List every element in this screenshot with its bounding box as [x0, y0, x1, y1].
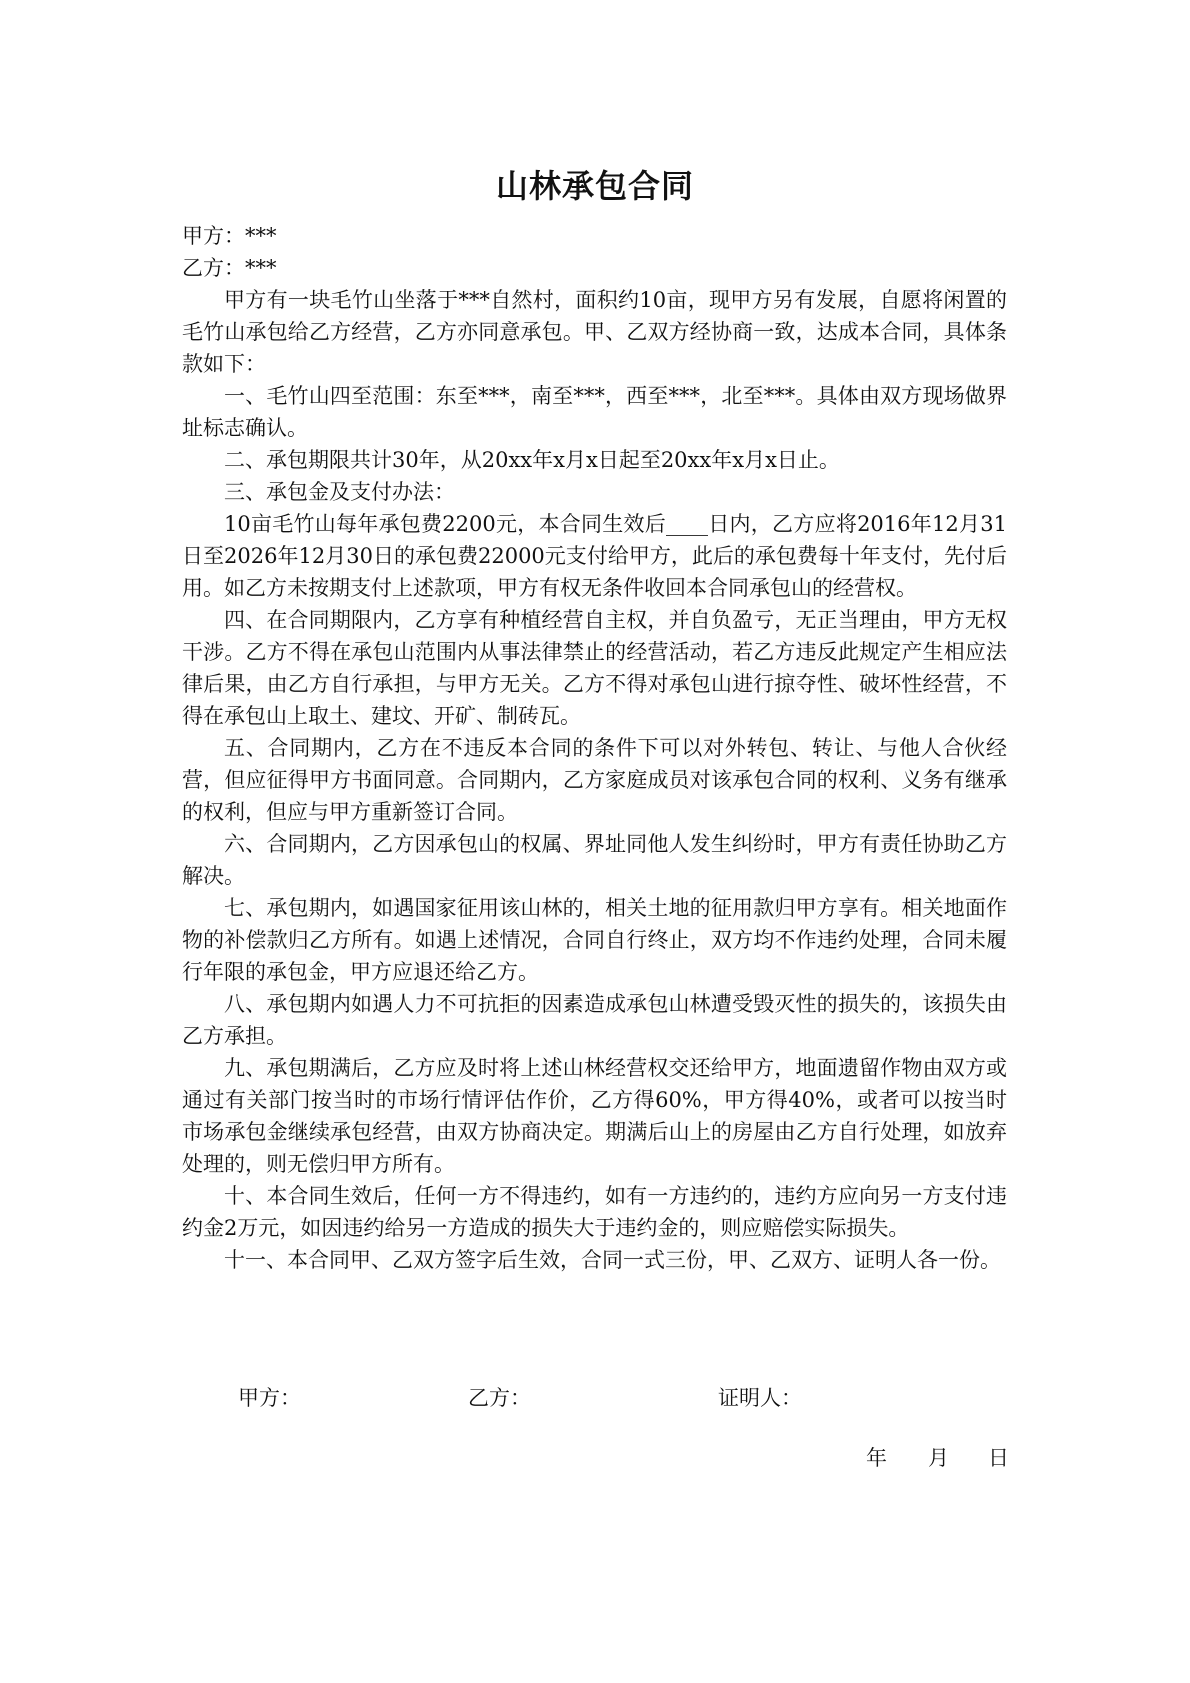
clause-9-expiry: 九、承包期满后，乙方应及时将上述山林经营权交还给甲方，地面遗留作物由双方或通过有关部门按当时的市场行情评估作价，乙方得60%，甲方得40%，或者可以按当时市场承包金继续承包经营，由双方协商决定。期满后山上的房屋由乙方自行处理，如放弃处理的，则无偿归甲方所有。 — [182, 1056, 1007, 1176]
date-line — [0, 1442, 1190, 1474]
clause-10-breach: 十、本合同生效后，任何一方不得违约，如有一方违约的，违约方应向另一方支付违约金2万元，如因违约给另一方造成的损失大于违约金的，则应赔偿实际损失。 — [182, 1184, 1007, 1240]
party-a-signature-label: 甲方： — [238, 1386, 301, 1410]
date-year-label: 年 — [866, 1446, 887, 1470]
clause-2-term: 二、承包期限共计30年，从20xx年x月x日起至20xx年x月x日止。 — [224, 448, 840, 472]
witness-signature-label: 证明人： — [718, 1386, 802, 1410]
clause-3-heading: 三、承包金及支付办法： — [224, 480, 455, 504]
clause-1-boundaries: 一、毛竹山四至范围：东至***，南至***，西至***，北至***。具体由双方现场做界址标志确认。 — [182, 384, 1007, 440]
clause-5-transfer: 五、合同期内，乙方在不违反本合同的条件下可以对外转包、转让、与他人合伙经营，但应征得甲方书面同意。合同期内，乙方家庭成员对该承包合同的权利、义务有继承的权利，但应与甲方重新签订合同。 — [182, 736, 1007, 824]
page-title: 山林承包合同 — [495, 167, 694, 205]
party-a-line: 甲方：*** — [182, 224, 277, 248]
party-b-line: 乙方：*** — [182, 256, 277, 280]
contract-body — [182, 220, 1007, 1276]
signature-line — [0, 1382, 1190, 1414]
clause-7-expropriation: 七、承包期内，如遇国家征用该山林的，相关土地的征用款归甲方享有。相关地面作物的补偿款归乙方所有。如遇上述情况，合同自行终止，双方均不作违约处理，合同未履行年限的承包金，甲方应退还给乙方。 — [182, 896, 1007, 984]
party-b-signature-label: 乙方： — [468, 1386, 531, 1410]
intro-paragraph: 甲方有一块毛竹山坐落于***自然村，面积约10亩，现甲方另有发展，自愿将闲置的毛竹山承包给乙方经营，乙方亦同意承包。甲、乙双方经协商一致，达成本合同，具体条款如下： — [182, 288, 1007, 376]
clause-3-payment: 10亩毛竹山每年承包费2200元，本合同生效后____日内，乙方应将2016年12月31日至2026年12月30日的承包费22000元支付给甲方，此后的承包费每十年支付，先付后用。如乙方未按期支付上述款项，甲方有权无条件收回本合同承包山的经营权。 — [182, 512, 1007, 600]
clause-6-disputes: 六、合同期内，乙方因承包山的权属、界址同他人发生纠纷时，甲方有责任协助乙方解决。 — [182, 832, 1007, 888]
clause-11-effect: 十一、本合同甲、乙双方签字后生效，合同一式三份，甲、乙双方、证明人各一份。 — [224, 1248, 1001, 1272]
date-month-label: 月 — [928, 1446, 949, 1470]
date-day-label: 日 — [988, 1446, 1009, 1470]
clause-8-force-majeure: 八、承包期内如遇人力不可抗拒的因素造成承包山林遭受毁灭性的损失的，该损失由乙方承担。 — [182, 992, 1007, 1048]
clause-4-rights: 四、在合同期限内，乙方享有种植经营自主权，并自负盈亏，无正当理由，甲方无权干涉。乙方不得在承包山范围内从事法律禁止的经营活动，若乙方违反此规定产生相应法律后果，由乙方自行承担，与甲方无关。乙方不得对承包山进行掠夺性、破坏性经营，不得在承包山上取土、建坟、开矿、制砖瓦。 — [182, 608, 1007, 728]
